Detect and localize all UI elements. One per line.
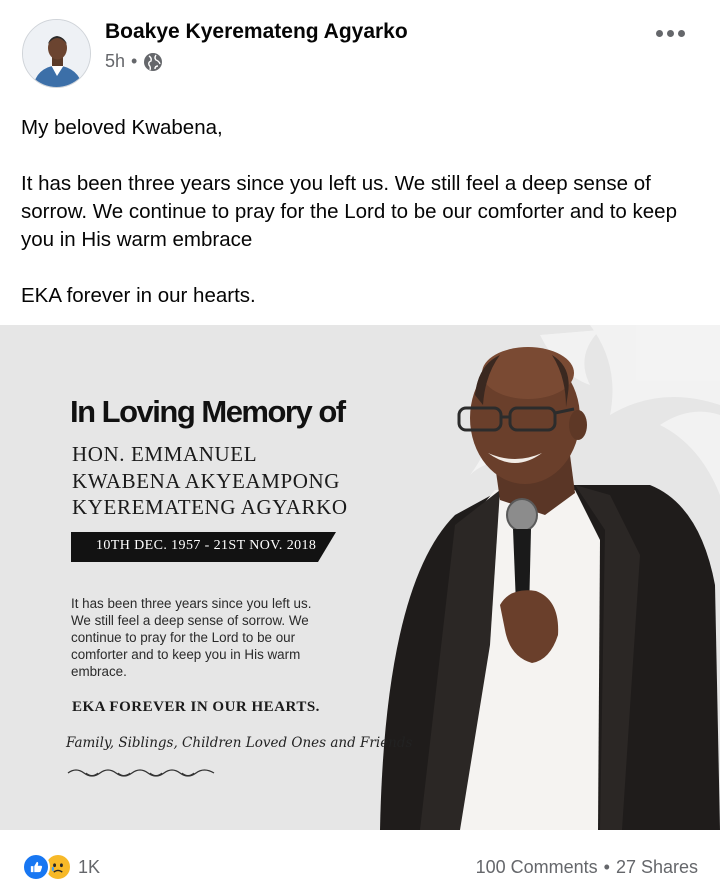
post-meta xyxy=(105,51,163,72)
memorial-name-line: KWABENA AKYEAMPONG xyxy=(72,469,341,493)
memorial-message-line: embrace. xyxy=(71,664,127,679)
engagement-summary xyxy=(476,857,698,878)
avatar-photo xyxy=(23,20,91,88)
author-name[interactable]: Boakye Kyeremateng Agyarko xyxy=(105,20,408,43)
memorial-message xyxy=(71,595,371,680)
globe-icon[interactable] xyxy=(143,52,163,72)
more-dot xyxy=(667,30,674,37)
memorial-message-line: We still feel a deep sense of sorrow. We xyxy=(71,613,309,628)
more-options-button[interactable] xyxy=(656,24,690,42)
memorial-portrait xyxy=(360,325,720,830)
memorial-forever: EKA FOREVER IN OUR HEARTS. xyxy=(72,699,320,715)
post-image[interactable] xyxy=(0,325,720,830)
post-body: It has been three years since you left us. We still feel a deep sense of sorrow. We continue to pray for the Lord to be our comforter and to keep you in His warm embrace xyxy=(21,172,677,251)
meta-separator: • xyxy=(131,51,138,71)
more-dot xyxy=(678,30,685,37)
memorial-heading: In Loving Memory of xyxy=(70,394,345,429)
reactions-summary[interactable] xyxy=(22,853,100,881)
memorial-name-line: KYEREMATENG AGYARKO xyxy=(72,495,348,519)
post-footer xyxy=(0,840,720,892)
flourish-ornament xyxy=(66,765,218,781)
author-avatar[interactable] xyxy=(22,19,91,88)
post-header xyxy=(0,0,720,100)
memorial-message-line: comforter and to keep you in His warm xyxy=(71,647,301,662)
post-time[interactable]: 5h xyxy=(105,51,126,71)
memorial-name-line: HON. EMMANUEL xyxy=(72,442,258,466)
shares-count[interactable]: 27 Shares xyxy=(615,857,698,877)
memorial-message-line: continue to pray for the Lord to be our xyxy=(71,630,296,645)
engagement-separator: • xyxy=(603,857,610,877)
like-icon xyxy=(22,853,50,881)
memorial-dates: 10TH DEC. 1957 - 21ST NOV. 2018 xyxy=(96,538,317,553)
post-closing: EKA forever in our hearts. xyxy=(21,284,256,307)
reaction-count[interactable]: 1K xyxy=(78,856,101,877)
post-greeting: My beloved Kwabena, xyxy=(21,116,223,139)
memorial-signature: Family, Siblings, Children Loved Ones and Friends xyxy=(66,735,413,751)
memorial-message-line: It has been three years since you left us. xyxy=(71,596,312,611)
more-dot xyxy=(656,30,663,37)
comments-count[interactable]: 100 Comments xyxy=(475,857,598,877)
post-text xyxy=(21,114,701,310)
